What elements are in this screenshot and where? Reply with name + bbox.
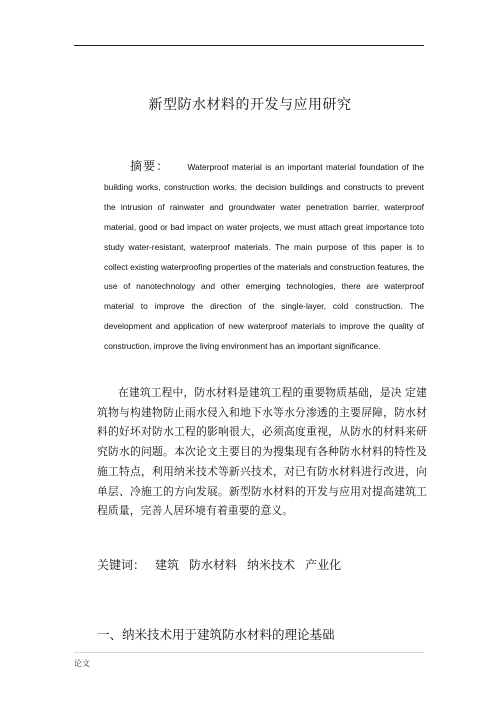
keyword-item: 产业化 <box>305 558 342 572</box>
header-rule <box>74 45 424 46</box>
keywords-line <box>97 556 341 573</box>
keyword-item: 防水材料 <box>189 558 238 572</box>
footer-rule <box>74 652 424 653</box>
abstract-text: Waterproof material is an important material foundation of the building works, construction works, the decision buildings and constructs to prevent the intrusion of rainwater and groundwater water penetration barrier, waterproof material, good or bad impact on water projects, we must attach great importance toto study water-resistant, waterproof materials. The main purpose of this paper is to collect existing waterproofing properties of the materials and construction features, the use of nanotechnology and other emerging technologies, there are waterproof material to improve the direction of the single-layer, cold construction. The development and application of new waterproof materials to improve the quality of construction, improve the living environment has an important significance. <box>104 162 424 352</box>
footer-label: 论文 <box>74 659 90 668</box>
section-heading: 一、纳米技术用于建筑防水材料的理论基础 <box>97 627 335 642</box>
abstract-label: 摘要： <box>130 159 170 173</box>
body-paragraph: 在建筑工程中，防水材料是建筑工程的重要物质基础，是决 定建筑物与构建物防止雨水侵入和地下水等水分渗透的主要屏障，防水材料的好坏对防水工程的影响很大，必须高度重视，从防水的材料来研究防水的问题。本次论文主要目的为搜集现有各种防水材料的特性及施工特点，利用纳米技术等新兴技术，对已有防水材料进行改进，向单层、冷施工的方向发展。新型防水材料的开发与应用对提高建筑工程质量，完善人居环境有着重要的意义。 <box>97 386 427 518</box>
page-title: 新型防水材料的开发与应用研究 <box>148 97 352 113</box>
keyword-item: 建筑 <box>155 558 180 572</box>
keyword-item: 纳米技术 <box>247 558 296 572</box>
abstract-block <box>104 157 424 357</box>
keywords-label: 关键词： <box>97 558 146 572</box>
